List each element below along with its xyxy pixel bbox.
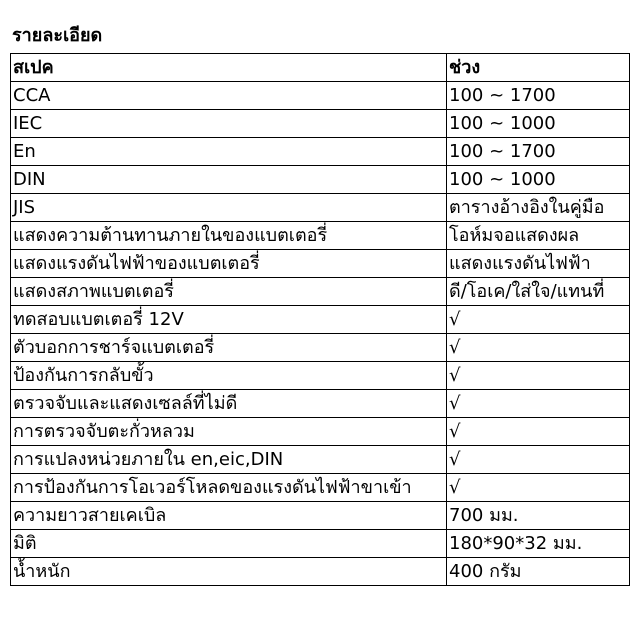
- check-mark-cell: √: [447, 390, 630, 418]
- spec-value-cell: ดี/โอเค/ใส่ใจ/แทนที่: [447, 278, 630, 306]
- spec-value-cell: 100 ~ 1000: [447, 166, 630, 194]
- spec-name-cell: ตัวบอกการชาร์จแบตเตอรี่: [11, 334, 447, 362]
- table-row: [11, 138, 630, 166]
- table-row: [11, 222, 630, 250]
- header-range: ช่วง: [447, 54, 630, 82]
- table-body: [11, 82, 630, 586]
- spec-name-cell: ป้องกันการกลับขั้ว: [11, 362, 447, 390]
- check-mark-cell: √: [447, 418, 630, 446]
- header-spec: สเปค: [11, 54, 447, 82]
- spec-table: [10, 53, 630, 586]
- table-row: [11, 110, 630, 138]
- spec-name-cell: การป้องกันการโอเวอร์โหลดของแรงดันไฟฟ้าขาเข้า: [11, 474, 447, 502]
- table-row: [11, 278, 630, 306]
- spec-name-cell: การตรวจจับตะกั่วหลวม: [11, 418, 447, 446]
- spec-value-cell: โอห์มจอแสดงผล: [447, 222, 630, 250]
- spec-value-cell: 700 มม.: [447, 502, 630, 530]
- table-header-row: [11, 54, 630, 82]
- spec-value-cell: 100 ~ 1700: [447, 82, 630, 110]
- table-row: [11, 306, 630, 334]
- check-mark-cell: √: [447, 362, 630, 390]
- spec-value-cell: แสดงแรงดันไฟฟ้า: [447, 250, 630, 278]
- table-row: [11, 474, 630, 502]
- section-title: รายละเอียด: [12, 25, 103, 46]
- check-mark-cell: √: [447, 306, 630, 334]
- spec-name-cell: แสดงความต้านทานภายในของแบตเตอรี่: [11, 222, 447, 250]
- spec-value-cell: 180*90*32 มม.: [447, 530, 630, 558]
- table-row: [11, 82, 630, 110]
- table-row: [11, 502, 630, 530]
- spec-name-cell: มิติ: [11, 530, 447, 558]
- check-mark-cell: √: [447, 474, 630, 502]
- spec-value-cell: 400 กรัม: [447, 558, 630, 586]
- spec-name-cell: En: [11, 138, 447, 166]
- table-row: [11, 418, 630, 446]
- spec-name-cell: แสดงแรงดันไฟฟ้าของแบตเตอรี่: [11, 250, 447, 278]
- table-row: [11, 390, 630, 418]
- table-row: [11, 446, 630, 474]
- spec-name-cell: ตรวจจับและแสดงเซลล์ที่ไม่ดี: [11, 390, 447, 418]
- spec-value-cell: 100 ~ 1700: [447, 138, 630, 166]
- table-row: [11, 530, 630, 558]
- spec-name-cell: ทดสอบแบตเตอรี่ 12V: [11, 306, 447, 334]
- table-row: [11, 166, 630, 194]
- table-row: [11, 250, 630, 278]
- spec-name-cell: JIS: [11, 194, 447, 222]
- spec-name-cell: IEC: [11, 110, 447, 138]
- check-mark-cell: √: [447, 334, 630, 362]
- spec-name-cell: น้ำหนัก: [11, 558, 447, 586]
- check-mark-cell: √: [447, 446, 630, 474]
- spec-value-cell: ตารางอ้างอิงในคู่มือ: [447, 194, 630, 222]
- spec-value-cell: 100 ~ 1000: [447, 110, 630, 138]
- spec-name-cell: แสดงสภาพแบตเตอรี่: [11, 278, 447, 306]
- spec-name-cell: การแปลงหน่วยภายใน en,eic,DIN: [11, 446, 447, 474]
- spec-name-cell: ความยาวสายเคเบิล: [11, 502, 447, 530]
- spec-name-cell: CCA: [11, 82, 447, 110]
- table-row: [11, 194, 630, 222]
- table-row: [11, 362, 630, 390]
- table-row: [11, 334, 630, 362]
- table-row: [11, 558, 630, 586]
- spec-name-cell: DIN: [11, 166, 447, 194]
